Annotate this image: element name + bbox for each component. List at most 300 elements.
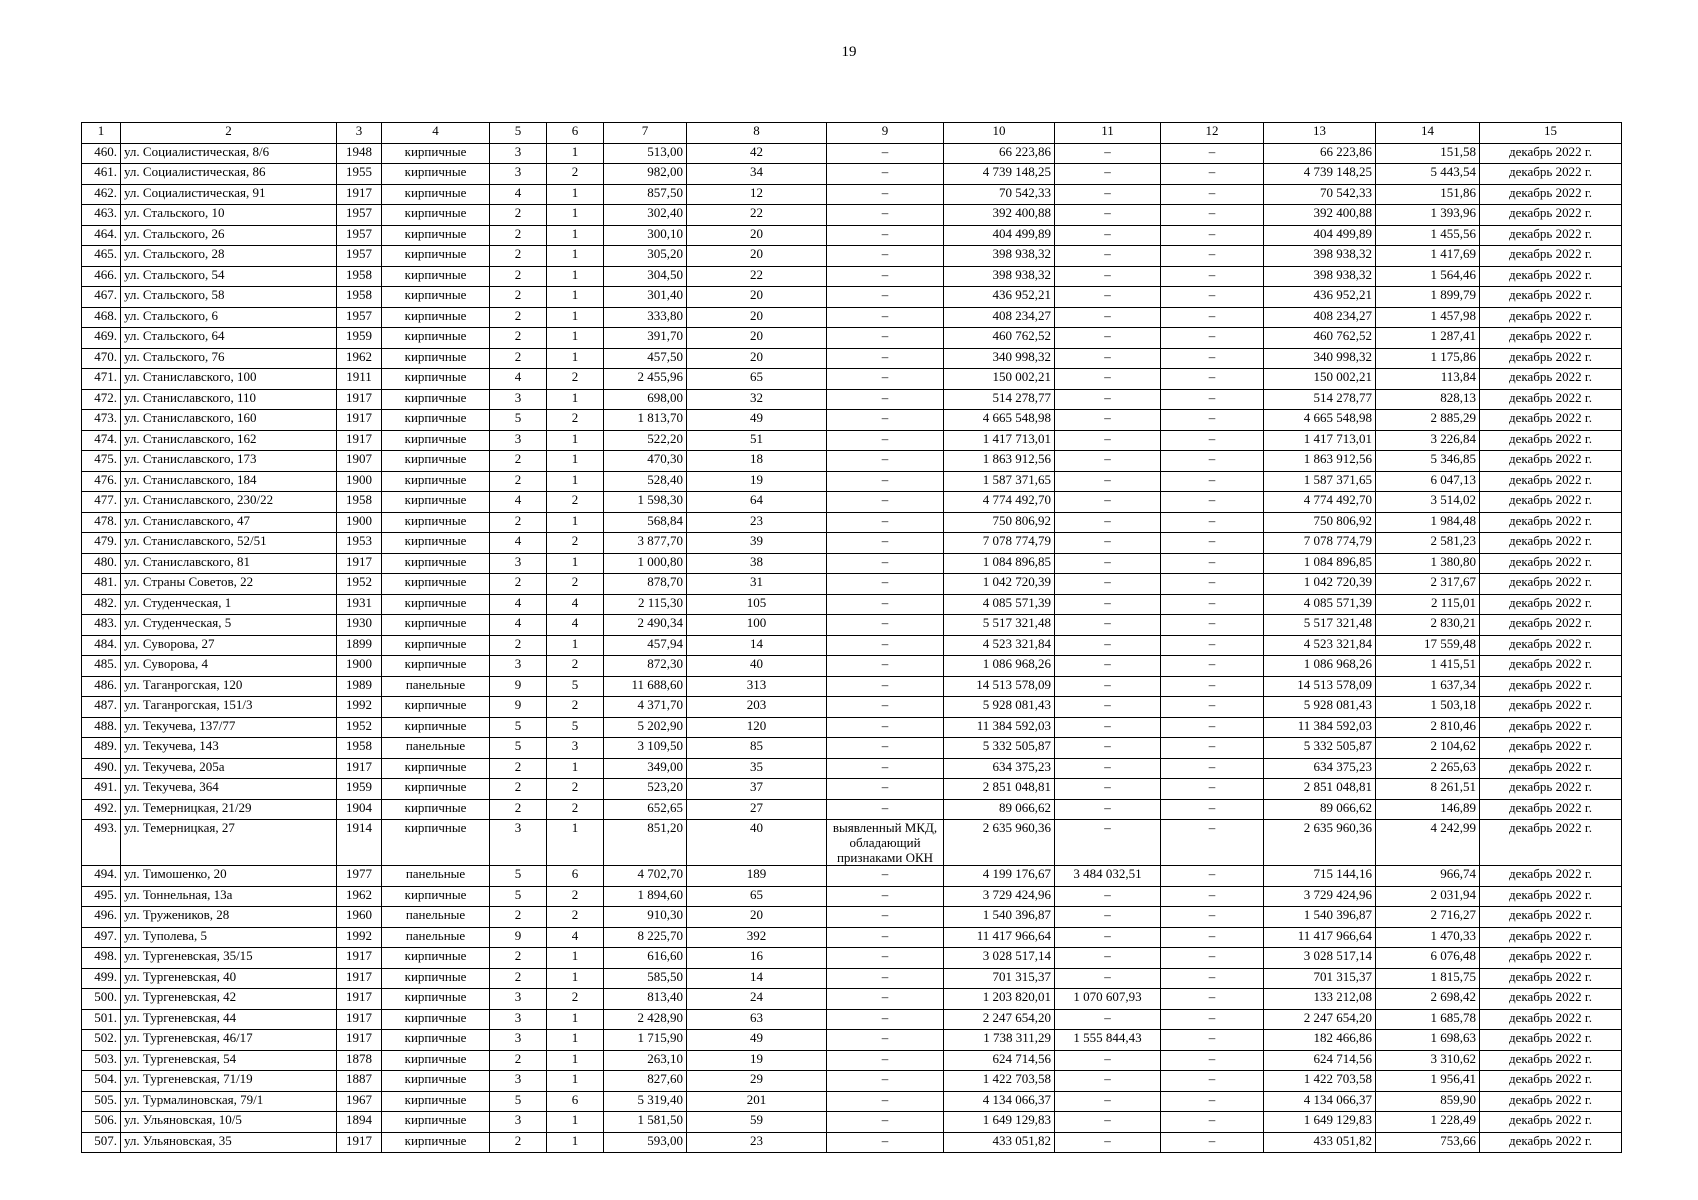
cell-year-built: 1917	[337, 758, 382, 779]
cell-year-built: 1955	[337, 164, 382, 185]
cell-okn-status: –	[827, 615, 944, 636]
cell-entrances: 1	[547, 307, 604, 328]
cell-row-number: 500.	[82, 989, 121, 1010]
cell-entrances: 2	[547, 410, 604, 431]
cell-residents: 14	[687, 635, 827, 656]
cell-address: ул. Суворова, 27	[121, 635, 337, 656]
cell-okn-status: –	[827, 968, 944, 989]
cell-other-sources: –	[1161, 389, 1264, 410]
table-row	[82, 492, 1622, 513]
cell-row-number: 496.	[82, 907, 121, 928]
cell-other-sources: –	[1161, 369, 1264, 390]
cell-total-area: 3 877,70	[604, 533, 687, 554]
cell-owner-funds: 3 729 424,96	[1264, 886, 1376, 907]
cell-wall-material: кирпичные	[382, 451, 490, 472]
cell-wall-material: кирпичные	[382, 205, 490, 226]
table-row	[82, 799, 1622, 820]
cell-entrances: 2	[547, 697, 604, 718]
cell-other-sources: –	[1161, 717, 1264, 738]
cell-total-cost: 1 417 713,01	[944, 430, 1055, 451]
cell-residents: 203	[687, 697, 827, 718]
cell-okn-status: –	[827, 184, 944, 205]
cell-total-cost: 11 384 592,03	[944, 717, 1055, 738]
cell-deadline: декабрь 2022 г.	[1480, 927, 1622, 948]
table-row	[82, 656, 1622, 677]
table-row	[82, 948, 1622, 969]
cell-cost-per-sqm: 2 810,46	[1376, 717, 1480, 738]
cell-fund-share: 3 484 032,51	[1055, 866, 1161, 887]
cell-total-cost: 392 400,88	[944, 205, 1055, 226]
table-row	[82, 1132, 1622, 1153]
cell-fund-share: –	[1055, 1009, 1161, 1030]
cell-owner-funds: 715 144,16	[1264, 866, 1376, 887]
cell-cost-per-sqm: 1 899,79	[1376, 287, 1480, 308]
cell-entrances: 2	[547, 369, 604, 390]
cell-row-number: 494.	[82, 866, 121, 887]
cell-total-cost: 701 315,37	[944, 968, 1055, 989]
cell-year-built: 1917	[337, 389, 382, 410]
cell-residents: 35	[687, 758, 827, 779]
cell-deadline: декабрь 2022 г.	[1480, 758, 1622, 779]
cell-wall-material: кирпичные	[382, 471, 490, 492]
col-header: 7	[604, 123, 687, 144]
cell-row-number: 475.	[82, 451, 121, 472]
cell-owner-funds: 5 928 081,43	[1264, 697, 1376, 718]
cell-residents: 19	[687, 471, 827, 492]
cell-residents: 34	[687, 164, 827, 185]
cell-total-cost: 433 051,82	[944, 1132, 1055, 1153]
cell-fund-share: –	[1055, 1050, 1161, 1071]
cell-total-area: 304,50	[604, 266, 687, 287]
cell-wall-material: кирпичные	[382, 758, 490, 779]
table-row	[82, 574, 1622, 595]
cell-owner-funds: 2 247 654,20	[1264, 1009, 1376, 1030]
cell-total-area: 813,40	[604, 989, 687, 1010]
cell-row-number: 485.	[82, 656, 121, 677]
cell-fund-share: –	[1055, 1112, 1161, 1133]
cell-wall-material: кирпичные	[382, 225, 490, 246]
cell-fund-share: –	[1055, 512, 1161, 533]
cell-okn-status: –	[827, 799, 944, 820]
cell-row-number: 493.	[82, 820, 121, 866]
cell-fund-share: –	[1055, 307, 1161, 328]
cell-row-number: 464.	[82, 225, 121, 246]
cell-year-built: 1959	[337, 779, 382, 800]
cell-residents: 49	[687, 410, 827, 431]
cell-row-number: 470.	[82, 348, 121, 369]
table-row	[82, 246, 1622, 267]
cell-owner-funds: 514 278,77	[1264, 389, 1376, 410]
cell-wall-material: кирпичные	[382, 697, 490, 718]
cell-residents: 120	[687, 717, 827, 738]
cell-cost-per-sqm: 17 559,48	[1376, 635, 1480, 656]
cell-total-area: 593,00	[604, 1132, 687, 1153]
cell-fund-share: 1 070 607,93	[1055, 989, 1161, 1010]
cell-address: ул. Станиславского, 110	[121, 389, 337, 410]
cell-wall-material: кирпичные	[382, 533, 490, 554]
cell-address: ул. Тургеневская, 71/19	[121, 1071, 337, 1092]
cell-owner-funds: 624 714,56	[1264, 1050, 1376, 1071]
cell-other-sources: –	[1161, 820, 1264, 866]
cell-entrances: 1	[547, 553, 604, 574]
cell-wall-material: кирпичные	[382, 553, 490, 574]
cell-floors: 3	[490, 820, 547, 866]
cell-okn-status: –	[827, 989, 944, 1010]
cell-wall-material: кирпичные	[382, 968, 490, 989]
cell-floors: 3	[490, 989, 547, 1010]
table-row	[82, 676, 1622, 697]
cell-year-built: 1917	[337, 1132, 382, 1153]
cell-residents: 19	[687, 1050, 827, 1071]
cell-okn-status: –	[827, 246, 944, 267]
cell-year-built: 1887	[337, 1071, 382, 1092]
cell-total-area: 652,65	[604, 799, 687, 820]
cell-other-sources: –	[1161, 989, 1264, 1010]
cell-wall-material: кирпичные	[382, 512, 490, 533]
cell-wall-material: кирпичные	[382, 989, 490, 1010]
cell-wall-material: кирпичные	[382, 143, 490, 164]
table-row	[82, 1050, 1622, 1071]
cell-total-area: 11 688,60	[604, 676, 687, 697]
cell-floors: 3	[490, 656, 547, 677]
cell-floors: 5	[490, 410, 547, 431]
cell-deadline: декабрь 2022 г.	[1480, 1009, 1622, 1030]
cell-total-area: 1 000,80	[604, 553, 687, 574]
cell-floors: 3	[490, 1030, 547, 1051]
cell-cost-per-sqm: 1 393,96	[1376, 205, 1480, 226]
table-row	[82, 533, 1622, 554]
cell-deadline: декабрь 2022 г.	[1480, 574, 1622, 595]
cell-owner-funds: 1 042 720,39	[1264, 574, 1376, 595]
cell-total-area: 513,00	[604, 143, 687, 164]
cell-year-built: 1957	[337, 205, 382, 226]
cell-okn-status: –	[827, 635, 944, 656]
cell-year-built: 1957	[337, 307, 382, 328]
cell-address: ул. Текучева, 137/77	[121, 717, 337, 738]
col-header: 8	[687, 123, 827, 144]
cell-floors: 2	[490, 907, 547, 928]
cell-cost-per-sqm: 2 115,01	[1376, 594, 1480, 615]
cell-owner-funds: 5 332 505,87	[1264, 738, 1376, 759]
cell-entrances: 2	[547, 886, 604, 907]
cell-total-cost: 514 278,77	[944, 389, 1055, 410]
cell-wall-material: кирпичные	[382, 1030, 490, 1051]
col-header: 14	[1376, 123, 1480, 144]
cell-okn-status: –	[827, 143, 944, 164]
cell-deadline: декабрь 2022 г.	[1480, 1050, 1622, 1071]
cell-floors: 2	[490, 758, 547, 779]
table-row	[82, 205, 1622, 226]
cell-address: ул. Станиславского, 184	[121, 471, 337, 492]
table-row	[82, 1009, 1622, 1030]
cell-year-built: 1977	[337, 866, 382, 887]
cell-residents: 39	[687, 533, 827, 554]
cell-floors: 2	[490, 246, 547, 267]
cell-total-cost: 398 938,32	[944, 266, 1055, 287]
table-row	[82, 451, 1622, 472]
cell-floors: 2	[490, 1050, 547, 1071]
cell-total-cost: 5 517 321,48	[944, 615, 1055, 636]
cell-address: ул. Станиславского, 162	[121, 430, 337, 451]
cell-row-number: 495.	[82, 886, 121, 907]
cell-deadline: декабрь 2022 г.	[1480, 799, 1622, 820]
cell-total-area: 2 115,30	[604, 594, 687, 615]
table-row	[82, 927, 1622, 948]
cell-fund-share: –	[1055, 287, 1161, 308]
cell-deadline: декабрь 2022 г.	[1480, 676, 1622, 697]
cell-other-sources: –	[1161, 553, 1264, 574]
cell-total-area: 263,10	[604, 1050, 687, 1071]
cell-wall-material: панельные	[382, 866, 490, 887]
col-header: 5	[490, 123, 547, 144]
cell-deadline: декабрь 2022 г.	[1480, 820, 1622, 866]
cell-total-area: 910,30	[604, 907, 687, 928]
cell-cost-per-sqm: 1 175,86	[1376, 348, 1480, 369]
cell-floors: 3	[490, 164, 547, 185]
table-row	[82, 225, 1622, 246]
cell-address: ул. Тургеневская, 54	[121, 1050, 337, 1071]
cell-fund-share: –	[1055, 697, 1161, 718]
table-row	[82, 389, 1622, 410]
cell-wall-material: кирпичные	[382, 635, 490, 656]
cell-total-cost: 4 665 548,98	[944, 410, 1055, 431]
cell-other-sources: –	[1161, 635, 1264, 656]
cell-cost-per-sqm: 1 503,18	[1376, 697, 1480, 718]
cell-total-area: 8 225,70	[604, 927, 687, 948]
cell-wall-material: кирпичные	[382, 1050, 490, 1071]
cell-row-number: 462.	[82, 184, 121, 205]
cell-year-built: 1957	[337, 225, 382, 246]
cell-residents: 20	[687, 246, 827, 267]
cell-floors: 9	[490, 697, 547, 718]
cell-other-sources: –	[1161, 948, 1264, 969]
header-row	[82, 123, 1622, 144]
cell-wall-material: кирпичные	[382, 779, 490, 800]
cell-year-built: 1958	[337, 287, 382, 308]
cell-residents: 23	[687, 1132, 827, 1153]
col-header: 12	[1161, 123, 1264, 144]
cell-total-area: 857,50	[604, 184, 687, 205]
cell-residents: 392	[687, 927, 827, 948]
col-header: 9	[827, 123, 944, 144]
table-row	[82, 512, 1622, 533]
cell-floors: 9	[490, 927, 547, 948]
cell-year-built: 1992	[337, 927, 382, 948]
cell-floors: 5	[490, 886, 547, 907]
cell-other-sources: –	[1161, 799, 1264, 820]
cell-entrances: 1	[547, 1071, 604, 1092]
cell-cost-per-sqm: 146,89	[1376, 799, 1480, 820]
cell-floors: 9	[490, 676, 547, 697]
cell-floors: 2	[490, 266, 547, 287]
cell-residents: 201	[687, 1091, 827, 1112]
cell-floors: 4	[490, 184, 547, 205]
cell-entrances: 1	[547, 389, 604, 410]
cell-row-number: 472.	[82, 389, 121, 410]
cell-residents: 24	[687, 989, 827, 1010]
cell-residents: 105	[687, 594, 827, 615]
cell-address: ул. Станиславского, 230/22	[121, 492, 337, 513]
cell-year-built: 1917	[337, 968, 382, 989]
cell-other-sources: –	[1161, 1009, 1264, 1030]
cell-fund-share: –	[1055, 676, 1161, 697]
cell-year-built: 1917	[337, 1009, 382, 1030]
cell-other-sources: –	[1161, 451, 1264, 472]
cell-residents: 20	[687, 348, 827, 369]
cell-fund-share: –	[1055, 533, 1161, 554]
cell-address: ул. Станиславского, 173	[121, 451, 337, 472]
cell-address: ул. Таганрогская, 151/3	[121, 697, 337, 718]
cell-owner-funds: 398 938,32	[1264, 246, 1376, 267]
cell-total-cost: 4 774 492,70	[944, 492, 1055, 513]
cell-entrances: 3	[547, 738, 604, 759]
cell-entrances: 6	[547, 866, 604, 887]
cell-address: ул. Социалистическая, 91	[121, 184, 337, 205]
table-row	[82, 164, 1622, 185]
cell-year-built: 1958	[337, 738, 382, 759]
cell-other-sources: –	[1161, 430, 1264, 451]
cell-row-number: 501.	[82, 1009, 121, 1030]
cell-owner-funds: 460 762,52	[1264, 328, 1376, 349]
cell-cost-per-sqm: 1 956,41	[1376, 1071, 1480, 1092]
cell-total-area: 333,80	[604, 307, 687, 328]
cell-entrances: 2	[547, 779, 604, 800]
cell-owner-funds: 4 665 548,98	[1264, 410, 1376, 431]
cell-address: ул. Страны Советов, 22	[121, 574, 337, 595]
table-row	[82, 866, 1622, 887]
cell-okn-status: –	[827, 205, 944, 226]
cell-year-built: 1894	[337, 1112, 382, 1133]
cell-okn-status: –	[827, 369, 944, 390]
cell-address: ул. Туполева, 5	[121, 927, 337, 948]
cell-other-sources: –	[1161, 246, 1264, 267]
cell-okn-status: –	[827, 1091, 944, 1112]
table-row	[82, 471, 1622, 492]
cell-owner-funds: 2 851 048,81	[1264, 779, 1376, 800]
cell-okn-status: –	[827, 512, 944, 533]
cell-address: ул. Тоннельная, 13а	[121, 886, 337, 907]
cell-okn-status: –	[827, 451, 944, 472]
cell-deadline: декабрь 2022 г.	[1480, 225, 1622, 246]
table-body	[82, 143, 1622, 1153]
cell-cost-per-sqm: 1 380,80	[1376, 553, 1480, 574]
cell-residents: 22	[687, 205, 827, 226]
cell-year-built: 1914	[337, 820, 382, 866]
cell-owner-funds: 701 315,37	[1264, 968, 1376, 989]
cell-okn-status: –	[827, 779, 944, 800]
cell-residents: 18	[687, 451, 827, 472]
cell-year-built: 1904	[337, 799, 382, 820]
cell-fund-share: –	[1055, 1091, 1161, 1112]
cell-year-built: 1917	[337, 948, 382, 969]
cell-owner-funds: 436 952,21	[1264, 287, 1376, 308]
cell-entrances: 1	[547, 348, 604, 369]
cell-floors: 3	[490, 1009, 547, 1030]
cell-owner-funds: 433 051,82	[1264, 1132, 1376, 1153]
cell-fund-share: –	[1055, 369, 1161, 390]
cell-residents: 29	[687, 1071, 827, 1092]
cell-row-number: 478.	[82, 512, 121, 533]
cell-owner-funds: 1 084 896,85	[1264, 553, 1376, 574]
cell-floors: 2	[490, 225, 547, 246]
cell-residents: 85	[687, 738, 827, 759]
cell-total-cost: 340 998,32	[944, 348, 1055, 369]
cell-entrances: 1	[547, 184, 604, 205]
cell-total-area: 2 428,90	[604, 1009, 687, 1030]
cell-cost-per-sqm: 2 104,62	[1376, 738, 1480, 759]
cell-deadline: декабрь 2022 г.	[1480, 492, 1622, 513]
cell-owner-funds: 1 417 713,01	[1264, 430, 1376, 451]
cell-deadline: декабрь 2022 г.	[1480, 779, 1622, 800]
cell-deadline: декабрь 2022 г.	[1480, 328, 1622, 349]
table-row	[82, 1030, 1622, 1051]
cell-year-built: 1917	[337, 410, 382, 431]
cell-address: ул. Суворова, 4	[121, 656, 337, 677]
cell-owner-funds: 2 635 960,36	[1264, 820, 1376, 866]
cell-cost-per-sqm: 151,86	[1376, 184, 1480, 205]
cell-address: ул. Тружеников, 28	[121, 907, 337, 928]
cell-deadline: декабрь 2022 г.	[1480, 615, 1622, 636]
cell-total-area: 3 109,50	[604, 738, 687, 759]
cell-deadline: декабрь 2022 г.	[1480, 594, 1622, 615]
cell-cost-per-sqm: 1 470,33	[1376, 927, 1480, 948]
cell-owner-funds: 4 134 066,37	[1264, 1091, 1376, 1112]
cell-row-number: 466.	[82, 266, 121, 287]
cell-deadline: декабрь 2022 г.	[1480, 307, 1622, 328]
table-row	[82, 328, 1622, 349]
cell-cost-per-sqm: 8 261,51	[1376, 779, 1480, 800]
cell-entrances: 6	[547, 1091, 604, 1112]
cell-residents: 313	[687, 676, 827, 697]
cell-year-built: 1899	[337, 635, 382, 656]
cell-owner-funds: 392 400,88	[1264, 205, 1376, 226]
cell-entrances: 2	[547, 533, 604, 554]
cell-address: ул. Стальского, 28	[121, 246, 337, 267]
cell-fund-share: 1 555 844,43	[1055, 1030, 1161, 1051]
cell-total-area: 1 715,90	[604, 1030, 687, 1051]
cell-deadline: декабрь 2022 г.	[1480, 1112, 1622, 1133]
cell-deadline: декабрь 2022 г.	[1480, 1091, 1622, 1112]
cell-entrances: 2	[547, 989, 604, 1010]
cell-total-cost: 4 739 148,25	[944, 164, 1055, 185]
cell-okn-status: –	[827, 1030, 944, 1051]
cell-owner-funds: 1 587 371,65	[1264, 471, 1376, 492]
cell-entrances: 5	[547, 717, 604, 738]
cell-year-built: 1989	[337, 676, 382, 697]
cell-wall-material: кирпичные	[382, 492, 490, 513]
cell-address: ул. Текучева, 364	[121, 779, 337, 800]
table-row	[82, 307, 1622, 328]
cell-residents: 65	[687, 369, 827, 390]
cell-residents: 40	[687, 656, 827, 677]
cell-total-area: 457,94	[604, 635, 687, 656]
cell-residents: 23	[687, 512, 827, 533]
cell-total-area: 4 702,70	[604, 866, 687, 887]
cell-okn-status: –	[827, 164, 944, 185]
cell-wall-material: кирпичные	[382, 389, 490, 410]
cell-address: ул. Станиславского, 160	[121, 410, 337, 431]
cell-address: ул. Ульяновская, 10/5	[121, 1112, 337, 1133]
cell-row-number: 506.	[82, 1112, 121, 1133]
cell-address: ул. Стальского, 64	[121, 328, 337, 349]
cell-other-sources: –	[1161, 758, 1264, 779]
cell-other-sources: –	[1161, 738, 1264, 759]
cell-okn-status: –	[827, 594, 944, 615]
col-header: 6	[547, 123, 604, 144]
cell-okn-status: –	[827, 410, 944, 431]
cell-address: ул. Стальского, 76	[121, 348, 337, 369]
cell-okn-status: –	[827, 1112, 944, 1133]
